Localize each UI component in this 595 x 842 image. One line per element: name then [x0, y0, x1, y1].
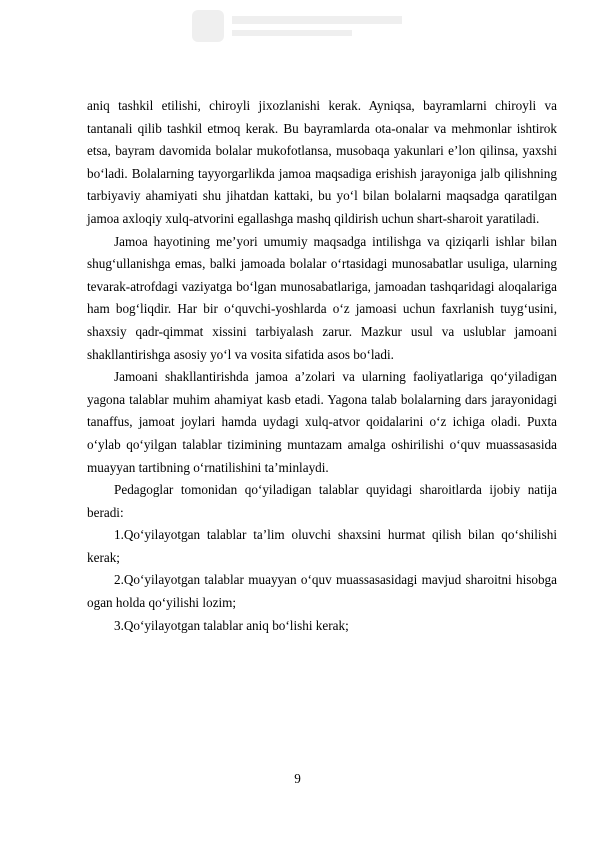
paragraph: Jamoa hayotining me’yori umumiy maqsadga intilishga va qiziqarli ishlar bilan shug‘ullanishga emas, balki jamoada bolalar o‘rtasidagi munosabatlar usuliga, ularning tevarak-atrofdagi vaziyatga bo‘lgan munosabatlariga, jamoadan tashqaridagi aloqalariga ham bog‘liqdir. Har bir o‘quvchi-yoshlarda o‘z jamoasi uchun faxrlanish tuyg‘usini, shaxsiy qadr-qimmat xissini tarbiyalash zarur. Mazkur usul va uslublar jamoani shakllantirishga asosiy yo‘l va vosita sifatida asos bo‘ladi.: [87, 233, 557, 362]
list-item: 1.Qo‘yilayotgan talablar ta’lim oluvchi shaxsini hurmat qilish bilan qo‘shilishi kerak;: [87, 527, 557, 565]
paragraph-continuation: aniq tashkil etilishi, chiroyli jixozlanishi kerak. Ayniqsa, bayramlarni chiroyli va tantanali qilib tashkil etmoq kerak. Bu bayramlarda ota-onalar va mehmonlar ishtirok etsa, bayram davomida bolalar mukofotlansa, musobaqa yakunlari e’lon qilinsa, yaxshi bo‘ladi. Bolalarning tayyorgarlikda jamoa maqsadiga erishish jarayoniga jalb qilishning tarbiyaviy ahamiyati shu jihatdan kattaki, bu yo‘l bilan bolalarni maqsadga qaratilgan jamoa axloqiy xulq-atvorini egallashga mashq qildirish uchun shart-sharoit yaratiladi.: [87, 98, 557, 226]
document-body: [87, 95, 557, 637]
paragraph: Jamoani shakllantirishda jamoa a’zolari va ularning faoliyatlariga qo‘yiladigan yagona talablar muhim ahamiyat kasb etadi. Yagona talab bolalarning dars jarayonidagi tanaffus, jamoat joylari hamda uydagi xulq-atvor qoidalarini o‘z ichiga oladi. Puxta o‘ylab qo‘yilgan talablar tizimining muntazam amalga oshirilishi o‘quv muassasasida muayyan tartibning o‘rnatilishini ta’minlaydi.: [87, 369, 557, 475]
paragraph: Pedagoglar tomonidan qo‘yiladigan talablar quyidagi sharoitlarda ijobiy natija beradi:: [87, 482, 557, 520]
watermark-logo-icon: [190, 6, 405, 46]
page-number: 9: [294, 771, 301, 786]
list-item: 3.Qo‘yilayotgan talablar aniq bo‘lishi kerak;: [114, 617, 349, 633]
list-item: 2.Qo‘yilayotgan talablar muayyan o‘quv muassasasidagi mavjud sharoitni hisobga ogan holda qo‘yilishi lozim;: [87, 572, 557, 611]
